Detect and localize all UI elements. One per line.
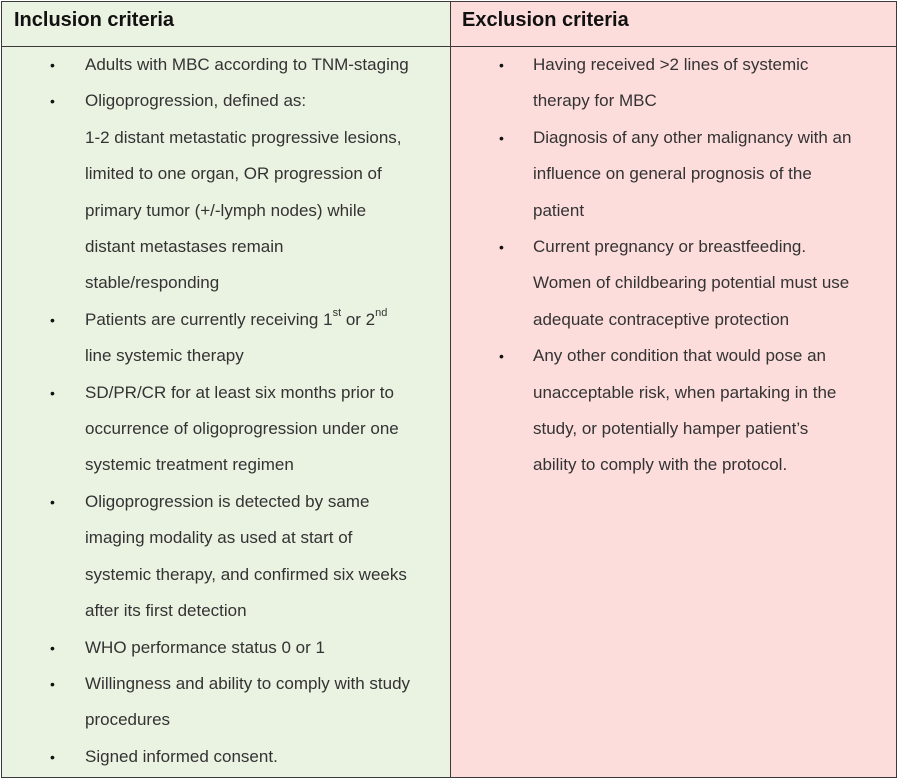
bullet-icon: •: [50, 493, 55, 510]
bullet-icon: •: [50, 93, 55, 110]
criteria-table: [1, 1, 897, 778]
inclusion-header: Inclusion criteria: [2, 2, 450, 47]
list-item: • WHO performance status 0 or 1: [2, 630, 450, 666]
exclusion-list: [451, 47, 896, 484]
bullet-icon: •: [50, 675, 55, 692]
list-item: • Oligoprogression, defined as: 1-2 distant metastatic progressive lesions, limited to one organ, OR progression of primary tumor (+/-lymph nodes) while distant metastases remain stable/responding: [2, 83, 450, 301]
list-item: • Oligoprogression is detected by same imaging modality as used at start of systemic therapy, and confirmed six weeks after its first detection: [2, 484, 450, 630]
exclusion-column: [451, 2, 896, 777]
list-item: • Adults with MBC according to TNM-staging: [2, 47, 450, 83]
exclusion-header: Exclusion criteria: [451, 2, 896, 47]
list-item: • Signed informed consent.: [2, 739, 450, 775]
list-item: • Patients are currently receiving 1st or 2nd line systemic therapy: [2, 302, 450, 375]
bullet-icon: •: [499, 57, 504, 73]
list-item: • SD/PR/CR for at least six months prior to occurrence of oligoprogression under one systemic treatment regimen: [2, 375, 450, 484]
bullet-icon: •: [499, 129, 504, 146]
inclusion-list: [2, 47, 450, 775]
bullet-icon: •: [499, 239, 504, 256]
bullet-icon: •: [50, 384, 55, 401]
bullet-icon: •: [50, 311, 55, 328]
bullet-icon: •: [50, 748, 55, 765]
inclusion-column: [2, 2, 451, 777]
bullet-icon: •: [50, 57, 55, 73]
list-item: • Any other condition that would pose an unacceptable risk, when partaking in the study, or potentially hamper patient’s ability to comply with the protocol.: [451, 338, 896, 484]
list-item: • Having received >2 lines of systemic therapy for MBC: [451, 47, 896, 120]
bullet-icon: •: [499, 348, 504, 365]
bullet-icon: •: [50, 639, 55, 656]
list-item: • Willingness and ability to comply with study procedures: [2, 666, 450, 739]
list-item: • Diagnosis of any other malignancy with an influence on general prognosis of the patient: [451, 120, 896, 229]
list-item: • Current pregnancy or breastfeeding. Women of childbearing potential must use adequate contraceptive protection: [451, 229, 896, 338]
